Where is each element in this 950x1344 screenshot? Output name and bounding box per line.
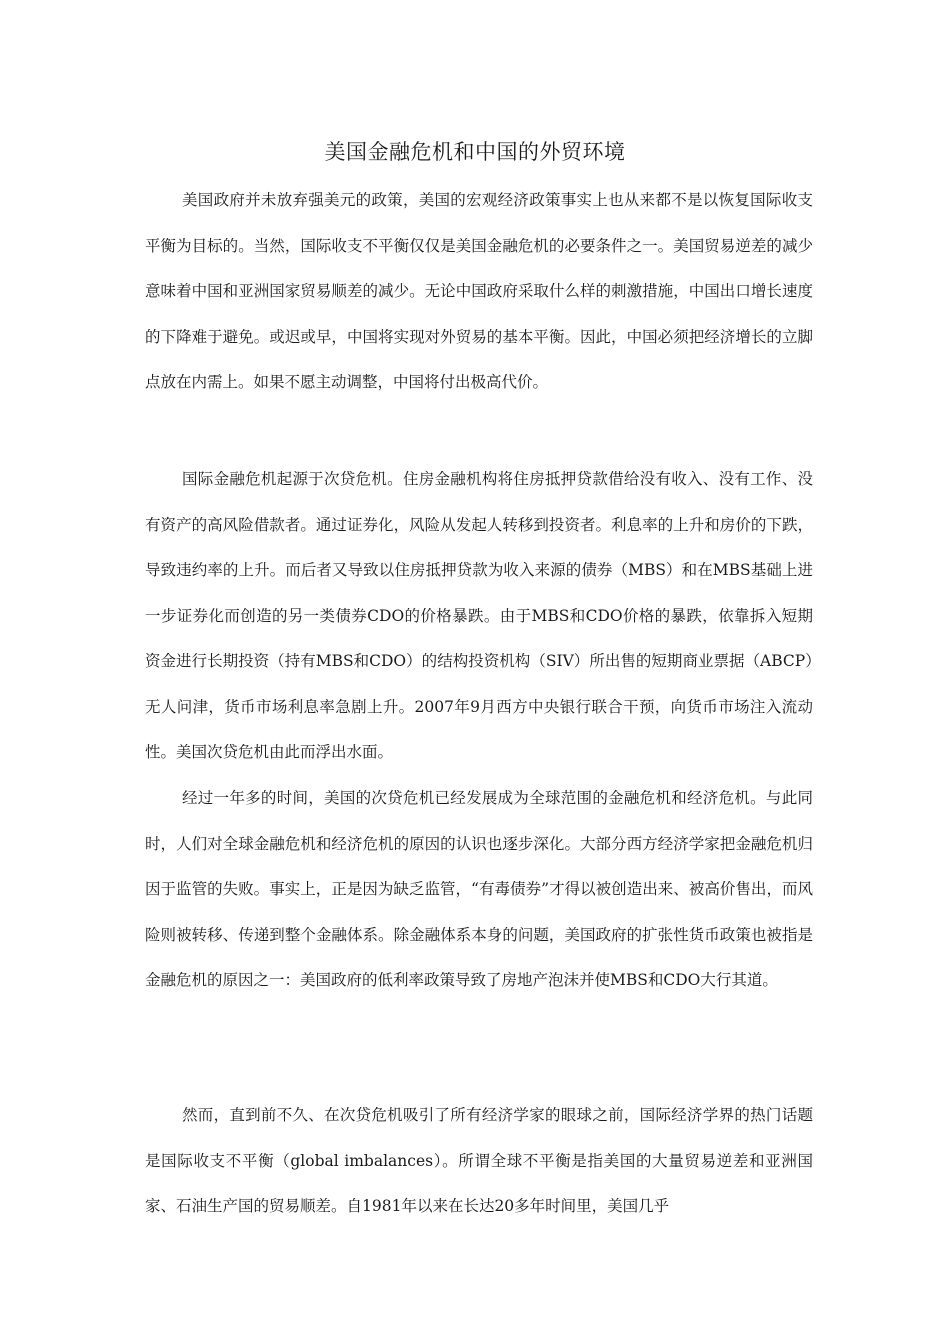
paragraph-3: 经过一年多的时间，美国的次贷危机已经发展成为全球范围的金融危机和经济危机。与此同时，人们对全球金融危机和经济危机的原因的认识也逐步深化。大部分西方经济学家把金融危机归因于监管的失败。事实上，正是因为缺乏监管，“有毒债券”才得以被创造出来、被高价售出，而风险则被转移、传递到整个金融体系。除金融体系本身的问题，美国政府的扩张性货币政策也被指是金融危机的原因之一：美国政府的低利率政策导致了房地产泡沫并使MBS和CDO大行其道。: [145, 789, 813, 989]
paragraph-1: 美国政府并未放弃强美元的政策，美国的宏观经济政策事实上也从来都不是以恢复国际收支平衡为目标的。当然，国际收支不平衡仅仅是美国金融危机的必要条件之一。美国贸易逆差的减少意味着中国和亚洲国家贸易顺差的减少。无论中国政府采取什么样的刺激措施，中国出口增长速度的下降难于避免。或迟或早，中国将实现对外贸易的基本平衡。因此，中国必须把经济增长的立脚点放在内需上。如果不愿主动调整，中国将付出极高代价。: [145, 191, 813, 391]
document-title: 美国金融危机和中国的外贸环境: [324, 140, 626, 164]
paragraph-2: 国际金融危机起源于次贷危机。住房金融机构将住房抵押贷款借给没有收入、没有工作、没有资产的高风险借款者。通过证券化，风险从发起人转移到投资者。利息率的上升和房价的下跌，导致违约率的上升。而后者又导致以住房抵押贷款为收入来源的债券（MBS）和在MBS基础上进一步证券化而创造的另一类债券CDO的价格暴跌。由于MBS和CDO价格的暴跌，依靠拆入短期资金进行长期投资（持有MBS和CDO）的结构投资机构（SIV）所出售的短期商业票据（ABCP）无人问津，货币市场利息率急剧上升。2007年9月西方中央银行联合干预，向货币市场注入流动性。美国次贷危机由此而浮出水面。: [145, 470, 813, 761]
paragraph-4: 然而，直到前不久、在次贷危机吸引了所有经济学家的眼球之前，国际经济学界的热门话题是国际收支不平衡（global imbalances）。所谓全球不平衡是指美国的大量贸易逆差和亚洲国家、石油生产国的贸易顺差。自1981年以来在长达20多年时间里，美国几乎: [145, 1106, 813, 1215]
